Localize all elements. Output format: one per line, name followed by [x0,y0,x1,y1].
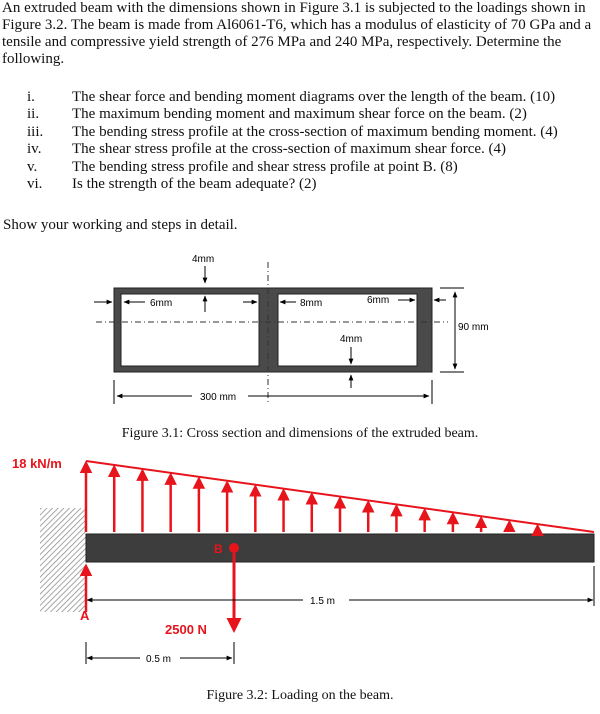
task-list [27,89,558,193]
task-item [27,176,558,193]
task-item [27,159,558,176]
cross-section-figure [0,240,600,420]
task-text: The bending stress profile at the cross-section of maximum bending moment. (4) [72,123,558,140]
ab-distance-label: 0.5 m [146,654,172,665]
dim-middle-wall: 8mm [300,298,323,309]
task-number: ii. [27,106,40,123]
loading-figure [0,450,600,686]
distributed-load-label: 18 kN/m [12,456,62,471]
task-number: iv. [27,141,42,158]
problem-statement [2,0,598,68]
dim-top-wall: 4mm [192,254,215,265]
point-load-label: 2500 N [165,622,207,637]
beam [86,534,594,562]
support-a-label: A [80,608,90,623]
task-number: iii. [27,123,44,140]
fixed-support-wall [40,508,86,612]
dim-right-wall: 6mm [367,295,390,306]
figure-3-2-caption: Figure 3.2: Loading on the beam. [206,688,394,703]
task-item [27,106,558,123]
left-cell [121,294,259,366]
task-text: Is the strength of the beam adequate? (2) [72,176,317,193]
problem-intro: An extruded beam with the dimensions shown in Figure 3.1 is subjected to the loadings shown in Figure 3.2. The beam is made from Al6061-T6, which has a modulus of elasticity of 70 GPa and a tensile and compressive yield strength of 276 MPa and 240 MPa, respectively. Determine the following. [2,0,592,67]
task-number: v. [27,158,38,175]
task-item [27,89,558,106]
beam-length-label: 1.5 m [310,596,336,607]
task-text: The shear force and bending moment diagrams over the length of the beam. (10) [72,89,556,105]
task-text: The maximum bending moment and maximum shear force on the beam. (2) [72,106,527,123]
dim-bottom-wall: 4mm [340,334,363,345]
task-number: i. [27,89,35,105]
task-number: vi. [27,176,43,193]
dim-width: 300 mm [200,392,237,403]
figure-3-1-caption: Figure 3.1: Cross section and dimensions of the extruded beam. [121,426,479,441]
point-b-marker [229,543,239,553]
load-arrows [86,463,538,532]
dim-left-wall: 6mm [150,298,173,309]
task-text: The bending stress profile and shear stress profile at point B. (8) [72,158,458,175]
dim-height: 90 mm [458,322,489,333]
task-text: The shear stress profile at the cross-section of maximum shear force. (4) [72,141,507,158]
working-note: Show your working and steps in detail. [3,217,238,233]
task-item [27,141,558,158]
task-item [27,124,558,141]
right-cell [278,294,417,366]
point-b-label: B [214,542,223,556]
